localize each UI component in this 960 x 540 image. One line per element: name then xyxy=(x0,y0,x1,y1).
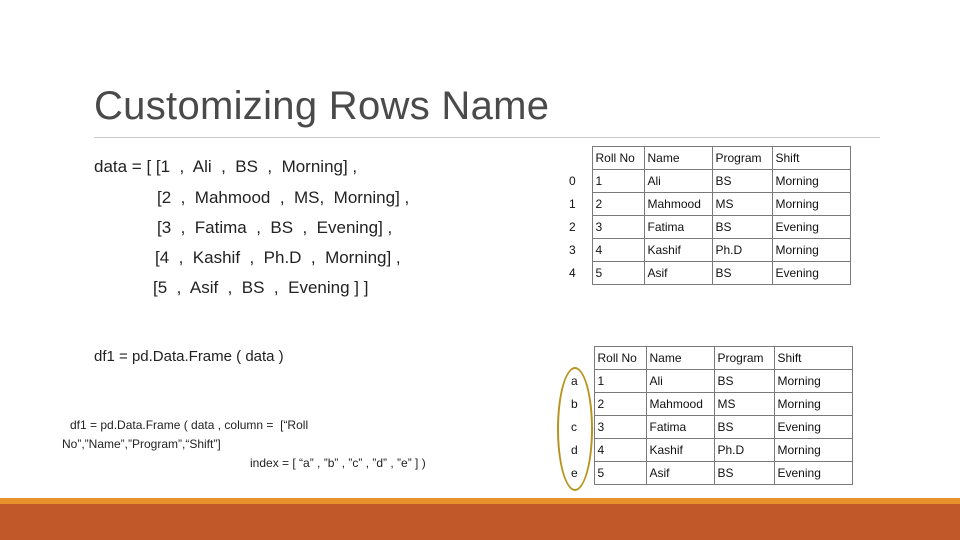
row-index: c xyxy=(568,416,594,439)
slide-title: Customizing Rows Name xyxy=(94,84,550,128)
table-row xyxy=(566,216,850,239)
table-cell: BS xyxy=(714,462,774,485)
column-header: Roll No xyxy=(592,147,644,170)
table-header-row xyxy=(566,147,850,170)
table-cell: BS xyxy=(712,262,772,285)
table-row xyxy=(568,416,852,439)
table-cell: BS xyxy=(712,170,772,193)
index-header-cell xyxy=(568,347,594,370)
row-index: b xyxy=(568,393,594,416)
title-divider xyxy=(94,137,880,138)
row-index: 4 xyxy=(566,262,592,285)
table-cell: 5 xyxy=(592,262,644,285)
column-header: Shift xyxy=(772,147,850,170)
table-cell: Asif xyxy=(646,462,714,485)
table-cell: 2 xyxy=(594,393,646,416)
table-cell: Ali xyxy=(644,170,712,193)
table-cell: Morning xyxy=(774,370,852,393)
column-header: Shift xyxy=(774,347,852,370)
table-cell: BS xyxy=(714,416,774,439)
table-cell: Evening xyxy=(774,416,852,439)
footer-accent-bar xyxy=(0,504,960,540)
code-data-line: [3 , Fatima , BS , Evening] , xyxy=(157,218,393,237)
table-cell: 1 xyxy=(592,170,644,193)
table-cell: Evening xyxy=(774,462,852,485)
table-row xyxy=(568,439,852,462)
table-cell: Evening xyxy=(772,262,850,285)
code-df1-custom-line: index = [ “a” , ”b” , ”c” , ”d” , ”e” ] ) xyxy=(250,456,426,470)
row-index: e xyxy=(568,462,594,485)
table-cell: 4 xyxy=(594,439,646,462)
row-index: 1 xyxy=(566,193,592,216)
row-index: d xyxy=(568,439,594,462)
table-row xyxy=(568,462,852,485)
table-cell: 3 xyxy=(594,416,646,439)
table-cell: Mahmood xyxy=(644,193,712,216)
dataframe-table-custom-index xyxy=(568,346,853,485)
table-cell: BS xyxy=(712,216,772,239)
row-index: a xyxy=(568,370,594,393)
table-cell: Morning xyxy=(774,439,852,462)
table-cell: Morning xyxy=(772,239,850,262)
row-index: 3 xyxy=(566,239,592,262)
table-row xyxy=(566,262,850,285)
table-cell: Kashif xyxy=(646,439,714,462)
table-cell: MS xyxy=(712,193,772,216)
column-header: Name xyxy=(646,347,714,370)
code-data-line: data = [ [1 , Ali , BS , Morning] , xyxy=(94,157,358,176)
table-cell: Asif xyxy=(644,262,712,285)
code-df1-custom-line: df1 = pd.Data.Frame ( data , column = [“Roll xyxy=(70,418,309,432)
table-cell: 1 xyxy=(594,370,646,393)
table-cell: Ph.D xyxy=(712,239,772,262)
table-cell: Evening xyxy=(772,216,850,239)
code-df1-line: df1 = pd.Data.Frame ( data ) xyxy=(94,348,284,365)
table-cell: Ali xyxy=(646,370,714,393)
column-header: Program xyxy=(712,147,772,170)
table-cell: 2 xyxy=(592,193,644,216)
table-cell: Morning xyxy=(774,393,852,416)
table-cell: Fatima xyxy=(644,216,712,239)
table-cell: 3 xyxy=(592,216,644,239)
index-header-cell xyxy=(566,147,592,170)
table-row xyxy=(566,239,850,262)
code-data-line: [5 , Asif , BS , Evening ] ] xyxy=(153,278,369,297)
row-index: 0 xyxy=(566,170,592,193)
table-cell: Morning xyxy=(772,170,850,193)
table-cell: 4 xyxy=(592,239,644,262)
code-data-line: [2 , Mahmood , MS, Morning] , xyxy=(157,188,410,207)
table-row xyxy=(566,193,850,216)
dataframe-table-default-index xyxy=(566,146,851,285)
table-row xyxy=(568,393,852,416)
table-cell: Kashif xyxy=(644,239,712,262)
table-cell: BS xyxy=(714,370,774,393)
code-data-line: [4 , Kashif , Ph.D , Morning] , xyxy=(155,248,401,267)
table-cell: Ph.D xyxy=(714,439,774,462)
table-cell: Morning xyxy=(772,193,850,216)
table-row xyxy=(566,170,850,193)
table-cell: 5 xyxy=(594,462,646,485)
code-df1-custom-line: No”,”Name”,”Program”,“Shift”] xyxy=(62,437,221,451)
table-row xyxy=(568,370,852,393)
column-header: Program xyxy=(714,347,774,370)
column-header: Name xyxy=(644,147,712,170)
table-cell: MS xyxy=(714,393,774,416)
table-cell: Mahmood xyxy=(646,393,714,416)
column-header: Roll No xyxy=(594,347,646,370)
row-index: 2 xyxy=(566,216,592,239)
table-cell: Fatima xyxy=(646,416,714,439)
table-header-row xyxy=(568,347,852,370)
